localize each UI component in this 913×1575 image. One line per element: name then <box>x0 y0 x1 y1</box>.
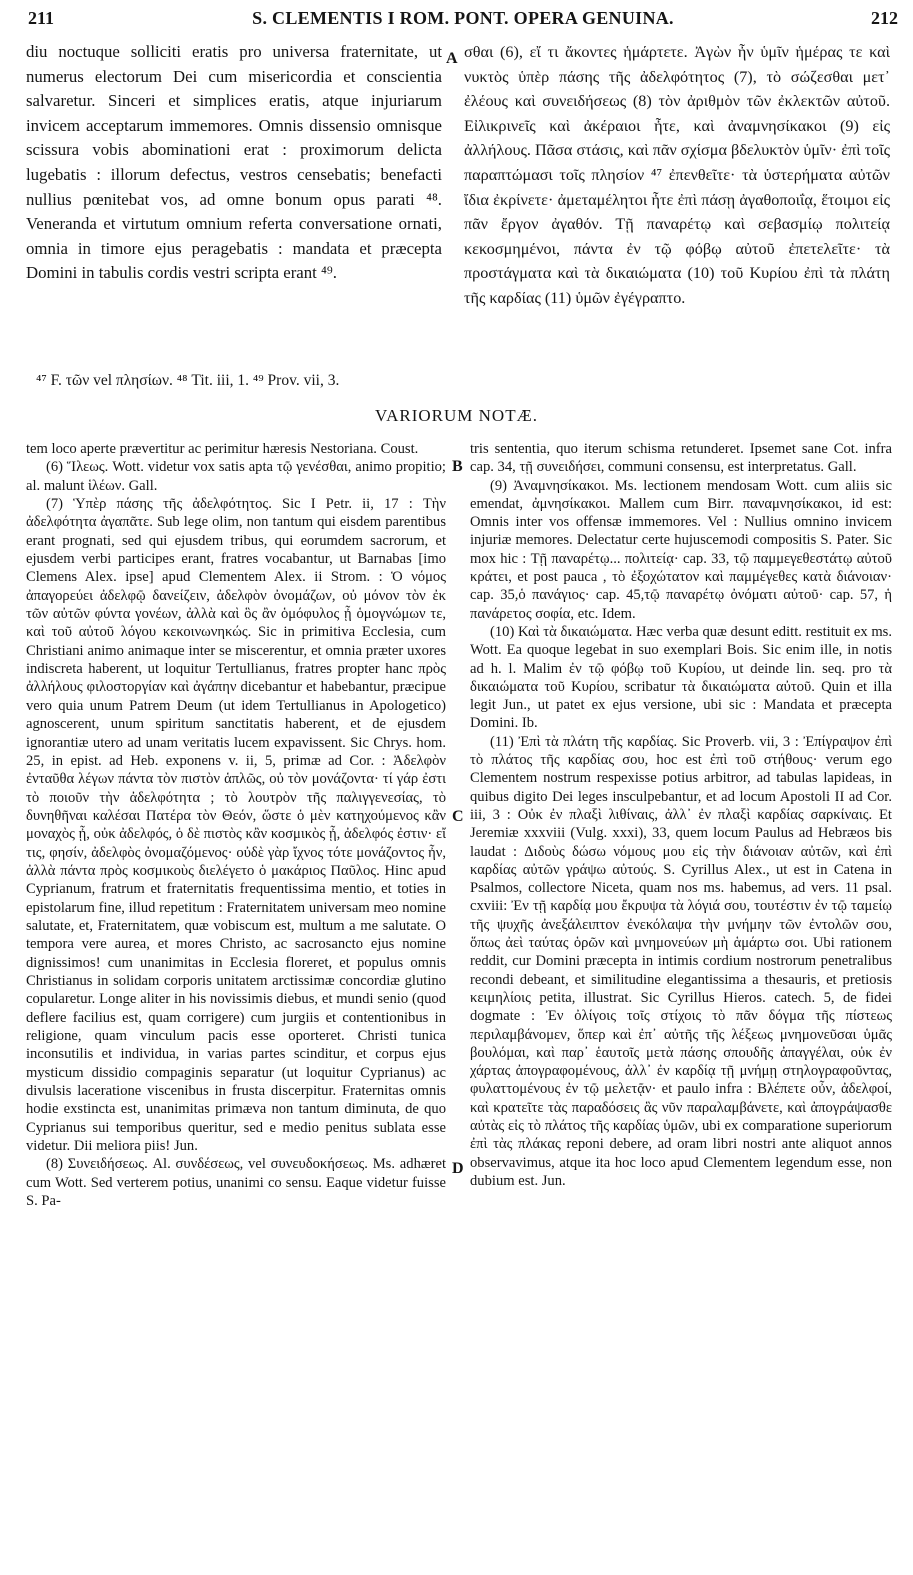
margin-letter-b: B <box>452 458 463 475</box>
notes-right-column <box>470 440 892 1190</box>
note-paragraph: (6) Ἵλεως. Wott. videtur vox satis apta τῷ γενέσθαι, animo propitio; al. malunt ἱλέων. Gall. <box>26 459 446 494</box>
footnotes: ⁴⁷ F. τῶν vel πλησίων. ⁴⁸ Tit. iii, 1. ⁴⁹ Prov. vii, 3. <box>36 372 340 389</box>
note-paragraph: (11) Ἐπὶ τὰ πλάτη τῆς καρδίας. Sic Proverb. vii, 3 : Ἐπίγραψον ἐπὶ τὸ πλάτος τῆς καρδίας σου, hoc est ἐπὶ τοῦ στήθους· verum ego Clementem nostrum respexisse potius arbitror, ad tabulas lapideas, in quibus digito Dei leges insculpebantur, et ad locum Apostoli II ad Cor. iii, 3 : Οὐκ ἐν πλαξὶ λιθίναις, ἀλλ᾽ ἐν πλαξὶ καρδίας σαρκίναις. Et Jeremiæ xxxviii (Vulg. xxxi), 33, quem locum Paulus ad Hebræos bis laudat : Διδοὺς δώσω νόμους μου εἰς τὴν διάνοιαν αὐτῶν, καὶ ἐπὶ καρδίας αὐτῶν γράψω αὐτούς. S. Cyrillus Alex., ut est in Catena in Psalmos, collectore Niceta, quam nos ms. habemus, ad vers. 11 psal. cxviii: Ἐν τῇ καρδίᾳ μου ἔκρυψα τὰ λόγιά σου, τουτέστιν ἐν τῷ ταμείῳ τῆς ψυχῆς ἀνεξάλειπτον ἐνεκόλαψα τὴν μνήμην τῶν ἐντολῶν σου, ὅπως ἀεὶ ταύτας ὁρῶν καὶ μνημονεύων μὴ ἁμάρτω σοι. Ubi rationem reddit, cur Domini præcepta in intimis cordium nostrorum penetralibus recondi debeant, et similitudine elegantissima a thesauris, et pretiosis κειμηλίοις petita, illustrat. Sic Cyrillus Hieros. catech. 5, de fidei dogmate : Ἐν ὀλίγοις τοῖς στίχοις τὸ πᾶν δόγμα τῆς πίστεως περιλαμβάνομεν, ὅπερ καὶ ἐπ᾽ αὐτῆς τῆς λέξεως μνημονεῦσαι ὑμᾶς βουλόμαι, καὶ παρ᾽ ἑαυτοῖς μετὰ πάσης σπουδῆς ἀπαγγέλαι, οὐκ ἐν χάρτας ἀπογραφομένους, ἀλλ᾽ ἐν καρδίᾳ τῇ μνήμῃ στηλογραφοῦντας, φυλαττομένους ἐν τῷ μελετᾷν· et paulo infra : Βλέπετε οὖν, ἀδελφοί, καὶ κρατεῖτε τὰς παραδόσεις ἃς νῦν παραλαμβάνετε, καὶ ἀπογράψασθε αὐτὰς εἰς τὸ πλάτος τῆς καρδίας ὑμῶν, ubi ex comparatione superiorum ἐπὶ τὰς πλάκας reponi debere, ad oram libri nostri ante aliquot annos observavimus, atque ita hoc loco apud Clementem legendum esse, non dubium est. Jun. <box>470 733 892 1189</box>
page-number-right: 212 <box>871 8 898 28</box>
note-paragraph: (8) Συνειδήσεως. Al. συνδέσεως, vel συνευδοκήσεως. Ms. adhæret cum Wott. Sed verterem potius, unanimi co sensu. Eaque videtur fuisse S. Pa- <box>26 1156 446 1210</box>
note-paragraph: (10) Καὶ τὰ δικαιώματα. Hæc verba quæ desunt editt. restituit ex ms. Wott. Ea quoque legebat in suo exemplari Bois. Sic enim ille, in notis ad h. l. Malim ἐν τῷ φόβῳ τοῦ Κυρίου, ut deinde lin. seq. pro τὰ δικαιώματα τοῦ Κυρίου, scribatur τὰ δικαιώματα αὐτοῦ. Quin et illa legit Jun., ut patet ex ejus versione, ubi sic : Mandata et præcepta Domini. Ib. <box>470 623 892 732</box>
running-title: S. CLEMENTIS I ROM. PONT. OPERA GENUINA. <box>252 8 674 28</box>
notes-left-column <box>26 440 446 1210</box>
note-paragraph: (9) Ἀναμνησίκακοι. Ms. lectionem mendosam Wott. cum aliis sic emendat, ἀμνησίκακοι. Mallem cum Birr. παναμνησίκακοι, id est: Omnis inter vos offensæ immemores. Vel : Nullius omnino invicem injuriæ memores. Delectatur certe hujuscemodi compositis S. Pater. Sic mox hic : Τῇ παναρέτῳ... πολιτείᾳ· cap. 33, τῷ παμμεγεθεστάτῳ αὐτοῦ κράτει, et post pauca , τὸ ἐξοχώτατον καὶ παμμέγεθες κατὰ διάνοιαν· cap. 35,ὁ πανάγιος· cap. 45,τῷ παναρέτῳ ὀνόματι αὐτοῦ· cap. 57, ἡ πανάρετος σοφία, etc. Idem. <box>470 477 892 622</box>
latin-text-column <box>26 40 442 286</box>
note-paragraph: (7) Ὑπὲρ πάσης τῆς ἀδελφότητος. Sic I Petr. ii, 17 : Τὴν ἀδελφότητα ἀγαπᾶτε. Sub lege olim, non tantum qui eisdem parentibus erant prognati, sed qui ejusdem tribus, qui eorumdem sacrorum, et ejusdem verbi participes erant, fratres vocabantur, ut Barnabas [imo Clemens Alex. ipse] apud Clementem Alex. ii Strom. : Ὁ νόμος ἀπαγορεύει ἀδελφῷ δανείζειν, ἀδελφὸν ὀνομάζων, οὐ μόνον τὸν ἐκ τῶν αὐτῶν φύντα γονέων, ἀλλὰ καὶ ὃς ἂν ὁμόφυλος ᾖ ὁμογνώμων τε, καὶ τοῦ αὐτοῦ λόγου κεκοινωνηκώς. Sic in primitiva Ecclesia, cum Christiani animo animaque inter se miscerentur, et omnia præter uxores indiscreta haberent, ut loquitur Tertullianus, fratres propter hanc πρὸς ἀλλήλους φιλοστοργίαν καὶ ἀγάπην dicebantur et habebantur, præcipue vero quia unum Patrem Deum (ut idem Tertullianus in Apologetico) agnoscerent, unum spiritum sanctitatis haberent, et de ejusdem ignorantiæ utero ad unam veritatis lucem expavissent. Sic Chrys. hom. 25, in epist. ad Heb. exponens v. ii, 5, primæ ad Cor. : Ἀδελφὸν ἐνταῦθα λέγων πάντα τὸν πιστὸν ἁπλῶς, οὐ τὸν μονάζοντα· τί γάρ ἐστι τὸ ποιοῦν τὴν ἀδελφότητα ; τὸ λουτρὸν τῆς παλιγγενεσίας, τὸ δυνηθῆναι καλέσαι Πατέρα τὸν Θεόν, ὥστε ὁ μὲν κατηχούμενος κἂν μοναχὸς ᾖ, οὐκ ἀδελφός, ὁ δὲ πιστὸς κἂν κοσμικὸς ᾖ, ἀδελφός ἐστιν· εἴ τις, φησίν, ἀδελφὸς ὀνομαζόμενος· οὐδὲ γὰρ ἴχνος τότε μονάζοντος ἦν, ἀλλὰ πάντα πρὸς κοσμικοὺς διελέγετο ὁ μακάριος Παῦλος. Hinc apud Cyprianum, fratrum et fraternitatis frequentissima mentio, et toties in epistolarum fine, illud repetitum : Fraternitatem universam meo nomine salutate, et, Fraternitatem, quæ vobiscum est, multum a me salutate. O tempora vere aurea, et mores Christo, ac sacrosancto ejus nomine dignissimos! cum unanimitas in Ecclesia floreret, et populus omnis Christianus in solidam corporis unitatem arctissimæ concordiæ glutino copularetur. Longe aliter in his novissimis diebus, et mundi senio (quod deflere facilius est, quam corrigere) cum jurgiis et contentionibus in religione, quam vinculum pacis esse oporteret. Christi tunica inconsutilis et individua, in varias partes scinditur, et corpus ejus mysticum dissidio compaginis separatur (ut loquitur Cyprianus) ac divulsis laceratione viscenibus in frusta discerpitur. Fraternitas omnis hodie exstincta est, unanimitas primæva non tantum diminuta, de quo Cyprianus sui temporibus queritur, sed e medio penitus sublata esse videtur. Dii meliora piis! Jun. <box>26 496 446 1155</box>
note-paragraph: tris sententia, quo iterum schisma retunderet. Ipsemet sane Cot. infra cap. 34, τῇ συνειδήσει, communi consensu, est interpretatus. Gall. <box>470 441 892 476</box>
notes-heading: VARIORUM NOTÆ. <box>375 406 538 425</box>
latin-paragraph: diu noctuque solliciti eratis pro universa fraternitate, ut numerus electorum Dei cum misericordia et conscientia salvaretur. Sinceri et simplices eratis, atque injuriarum invicem acceptarum immemores. Omnis dissensio omnisque scissura vobis abominationi erat : proximorum delicta lugebatis : illorum defectus, vestros censebatis; benefacti nullius pœnitebat vos, ad omne bonum opus parati ⁴⁸. Veneranda et virtutum omnium referta conversatione ornati, omnia in timore ejus peragebatis : mandata et præcepta Domini in tabulis cordis vestri scripta erant ⁴⁹. <box>26 42 442 283</box>
note-paragraph: tem loco aperte prævertitur ac perimitur hæresis Nestoriana. Coust. <box>26 441 419 457</box>
margin-letter-a: A <box>446 50 458 67</box>
margin-letter-c: C <box>452 808 464 825</box>
page-number-left: 211 <box>28 8 55 28</box>
greek-text-column <box>464 40 890 311</box>
greek-paragraph: σθαι (6), εἴ τι ἄκοντες ἡμάρτετε. Ἀγὼν ἦν ὑμῖν ἡμέρας τε καὶ νυκτὸς ὑπὲρ πάσης τῆς ἀδελφότητος (7), τὸ σώζεσθαι μετ᾽ ἐλέους καὶ συνειδήσεως (8) τὸν ἀριθμὸν τῶν ἐκλεκτῶν αὐτοῦ. Εἰλικρινεῖς καὶ ἀκέραιοι ἦτε, καὶ ἀναμνησίκακοι (9) εἰς ἀλλήλους. Πᾶσα στάσις, καὶ πᾶν σχίσμα βδελυκτὸν ὑμῖν· ἐπὶ τοῖς παραπτώμασι τοῖς πλησίον ⁴⁷ ἐπενθεῖτε· τὰ ὑστερήματα αὐτῶν ἴδια ἐκρίνετε· ἀμεταμέλητοι ἦτε ἐπὶ πάσῃ ἀγαθοποιΐᾳ, ἕτοιμοι εἰς πᾶν ἔργον ἀγαθόν. Τῇ παναρέτῳ καὶ σεβασμίῳ πολιτείᾳ κεκοσμημένοι, πάντα ἐν τῷ φόβῳ αὐτοῦ ἐπετελεῖτε· τὰ προστάγματα καὶ τὰ δικαιώματα (10) τοῦ Κυρίου ἐπὶ τὰ πλάτη τῆς καρδίας (11) ὑμῶν ἐγέγραπτο. <box>464 43 890 307</box>
running-header <box>28 8 898 36</box>
margin-letter-d: D <box>452 1160 464 1177</box>
